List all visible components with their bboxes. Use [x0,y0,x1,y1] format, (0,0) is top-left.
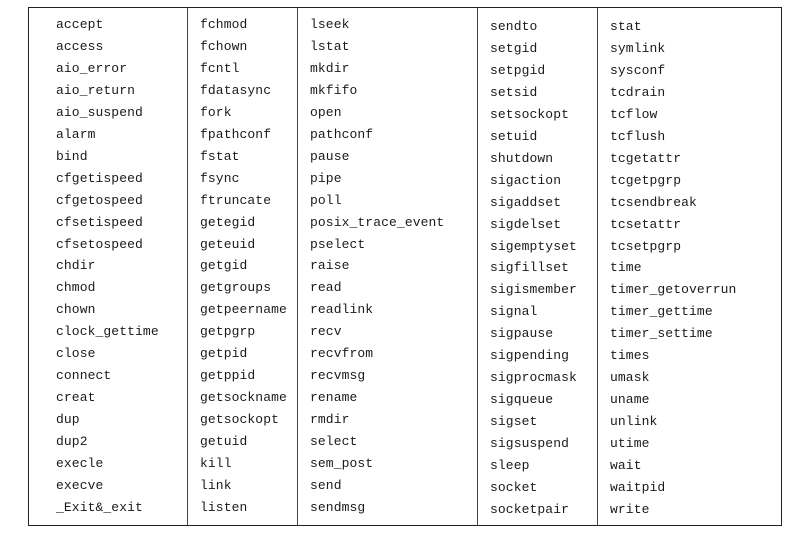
table-cell: times [610,348,650,364]
table-cell: recvfrom [310,346,374,362]
table-cell: lseek [310,17,350,32]
table-cell: listen [200,499,248,515]
table-cell: sigpending [490,348,570,364]
table-cell: setgid [490,41,538,56]
table-cell: cfgetispeed [56,170,143,186]
table-cell: sigaction [490,172,562,188]
table-cell: getppid [200,368,256,384]
table-cell: link [200,477,232,493]
table-cell: alarm [56,126,96,142]
table-cell: poll [310,192,342,208]
table-cell: tcgetpgrp [610,172,682,188]
table-cell: chmod [56,280,96,296]
table-cell: sigfillset [490,260,570,276]
table-cell: symlink [610,41,666,56]
table-cell: getegid [200,214,256,230]
table-cell: timer_gettime [610,304,713,320]
table-cell: ftruncate [200,192,272,208]
table-cell: shutdown [490,150,554,166]
table-cell: tcgetattr [610,150,682,166]
table-cell: _Exit&_exit [56,499,143,515]
table-cell: lstat [310,38,350,54]
table-cell: bind [56,148,88,164]
table-cell: sigismember [490,282,577,298]
table-cell: tcflush [610,128,666,144]
table-cell: accept [56,17,104,32]
table-cell: mkdir [310,60,350,76]
table-cell: cfsetispeed [56,214,143,230]
table-column [29,8,187,525]
table-cell: fchown [200,38,248,54]
table-cell: wait [610,458,642,473]
table-cell: timer_getoverrun [610,282,737,298]
table-cell: timer_settime [610,326,713,342]
table-cell: sem_post [310,456,374,471]
table-cell: utime [610,436,650,452]
table-cell: sigset [490,414,538,430]
table-cell: fork [200,104,232,120]
table-cell: getpgrp [200,324,256,340]
table-cell: sendto [490,19,538,34]
table-cell: creat [56,390,96,406]
table-cell: readlink [310,302,374,318]
table-cell: setuid [490,128,538,144]
table-cell: tcsendbreak [610,194,697,210]
table-column [297,8,477,525]
table-cell: fsync [200,170,240,186]
table-cell: socket [490,479,538,495]
table-cell: sigsuspend [490,436,570,452]
table-cell: fpathconf [200,126,272,142]
table-cell: stat [610,19,642,34]
table-cell: geteuid [200,236,256,252]
table-cell: getsockopt [200,412,280,428]
table-cell: time [610,260,642,276]
table-cell: tcsetattr [610,216,682,232]
table-cell: tcsetpgrp [610,238,682,254]
function-table [28,7,782,526]
table-cell: fcntl [200,60,240,76]
table-cell: select [310,434,358,450]
table-cell: getgroups [200,280,272,296]
table-cell: cfsetospeed [56,236,143,252]
table-column [597,8,783,525]
table-cell: sigdelset [490,216,562,232]
table-cell: sigaddset [490,194,562,210]
table-cell: recvmsg [310,368,366,384]
table-cell: sigpause [490,326,554,342]
table-cell: clock_gettime [56,324,159,340]
table-cell: umask [610,370,650,386]
table-cell: pause [310,148,350,164]
table-column [187,8,297,525]
table-cell: posix_trace_event [310,214,445,230]
table-column [477,8,597,525]
table-cell: fdatasync [200,82,272,98]
table-cell: tcdrain [610,84,666,100]
table-cell: sendmsg [310,499,366,515]
table-cell: mkfifo [310,82,358,98]
table-cell: read [310,280,342,296]
table-cell: getsockname [200,390,287,406]
table-cell: send [310,477,342,493]
table-cell: dup2 [56,434,88,450]
table-cell: setsockopt [490,106,570,122]
table-cell: close [56,346,96,362]
table-cell: cfgetospeed [56,192,143,208]
table-cell: execve [56,477,104,493]
table-cell: raise [310,258,350,274]
table-cell: tcflow [610,106,658,122]
table-cell: pathconf [310,126,374,142]
table-cell: pipe [310,170,342,186]
table-cell: fchmod [200,17,248,32]
table-cell: aio_error [56,60,128,76]
table-cell: kill [200,456,232,471]
table-cell: waitpid [610,479,666,495]
table-cell: aio_return [56,82,136,98]
table-cell: access [56,38,104,54]
table-cell: dup [56,412,80,428]
table-cell: unlink [610,414,658,430]
table-cell: getgid [200,258,248,274]
table-cell: sigqueue [490,392,554,408]
table-cell: rmdir [310,412,350,428]
table-cell: aio_suspend [56,104,143,120]
table-cell: getuid [200,434,248,450]
table-cell: sysconf [610,62,666,78]
table-cell: rename [310,390,358,406]
table-cell: fstat [200,148,240,164]
table-cell: setpgid [490,62,546,78]
table-cell: chdir [56,258,96,274]
table-cell: getpid [200,346,248,362]
table-cell: setsid [490,84,538,100]
table-cell: pselect [310,236,366,252]
table-cell: socketpair [490,501,570,517]
table-cell: execle [56,456,104,471]
table-cell: connect [56,368,112,384]
table-cell: getpeername [200,302,287,318]
table-cell: open [310,104,342,120]
table-cell: recv [310,324,342,340]
table-cell: sleep [490,458,530,473]
table-cell: signal [490,304,538,320]
table-cell: sigemptyset [490,238,577,254]
table-cell: write [610,501,650,517]
table-cell: uname [610,392,650,408]
table-cell: sigprocmask [490,370,577,386]
table-cell: chown [56,302,96,318]
